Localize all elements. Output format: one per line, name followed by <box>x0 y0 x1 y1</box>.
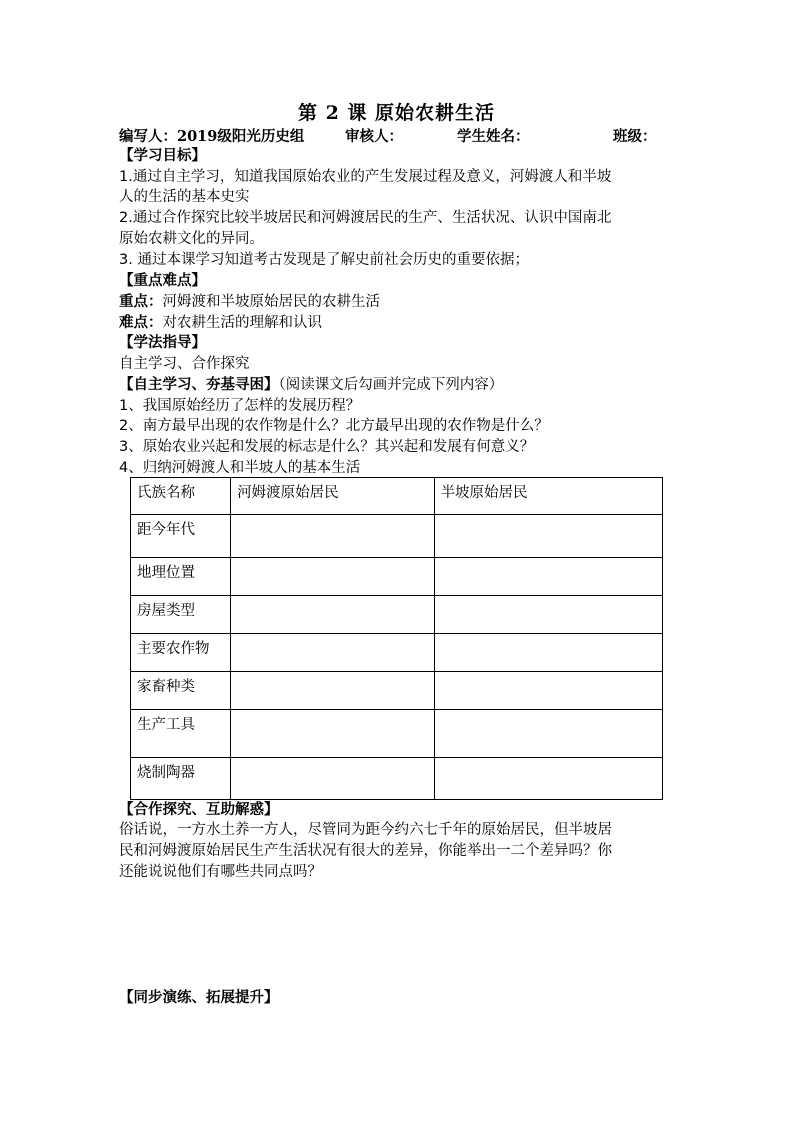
key-heading: 【重点难点】 <box>119 272 206 289</box>
goal-1-cont: 人的生活的基本史实 <box>119 189 250 205</box>
reviewer-label: 审核人： <box>345 128 403 145</box>
answer-cell[interactable] <box>231 672 434 710</box>
table-header-row <box>131 478 663 515</box>
row-label: 地理位置 <box>131 558 231 596</box>
question-1: 1、我国原始经历了怎样的发展历程？ <box>119 398 361 414</box>
answer-cell[interactable] <box>434 710 662 758</box>
coop-text-3: 还能说说他们有哪些共同点吗？ <box>119 864 322 880</box>
question-4: 4、归纳河姆渡人和半坡人的基本生活 <box>119 460 361 476</box>
answer-cell[interactable] <box>434 558 662 596</box>
answer-cell[interactable] <box>434 672 662 710</box>
goal-1: 1.通过自主学习，知道我国原始农业的产生发展过程及意义，河姆渡人和半坡 <box>119 169 612 185</box>
table-header-cell: 半坡原始居民 <box>434 478 662 515</box>
answer-cell[interactable] <box>434 515 662 558</box>
self-study-note: （阅读课文后勾画并完成下列内容） <box>278 377 504 393</box>
table-row <box>131 634 663 672</box>
answer-cell[interactable] <box>231 710 434 758</box>
author-label: 编写人：2019级阳光历史组 <box>119 128 305 145</box>
question-3: 3、原始农业兴起和发展的标志是什么？其兴起和发展有何意义？ <box>119 439 535 455</box>
difficulty-label: 难点： <box>119 315 163 331</box>
student-name-label: 学生姓名： <box>457 128 530 145</box>
goal-2-cont: 原始农耕文化的异同。 <box>119 231 264 247</box>
method-text: 自主学习、合作探究 <box>119 356 250 372</box>
row-label: 生产工具 <box>131 710 231 758</box>
answer-cell[interactable] <box>231 758 434 800</box>
difficulty-line <box>119 313 679 333</box>
answer-cell[interactable] <box>231 558 434 596</box>
coop-text-2: 民和河姆渡原始居民生产生活状况有很大的差异，你能举出一二个差异吗？你 <box>119 843 612 859</box>
page-title: 第 2 课 原始农耕生活 <box>297 102 496 124</box>
table-row <box>131 758 663 800</box>
difficulty-text: 对农耕生活的理解和认识 <box>162 315 322 331</box>
answer-cell[interactable] <box>231 634 434 672</box>
question-2: 2、南方最早出现的农作物是什么？北方最早出现的农作物是什么？ <box>119 418 549 434</box>
method-heading: 【学法指导】 <box>119 334 206 351</box>
comparison-table <box>130 477 663 800</box>
goal-2: 2.通过合作探究比较半坡居民和河姆渡居民的生产、生活状况、认识中国南北 <box>119 210 612 226</box>
answer-cell[interactable] <box>434 758 662 800</box>
self-study-heading: 【自主学习、夯基寻困】 <box>119 376 279 393</box>
answer-cell[interactable] <box>434 596 662 634</box>
table-header-cell: 氏族名称 <box>131 478 231 515</box>
focus-label: 重点： <box>119 294 163 310</box>
focus-text: 河姆渡和半坡原始居民的农耕生活 <box>162 294 380 310</box>
table-row <box>131 558 663 596</box>
table-header-cell: 河姆渡原始居民 <box>231 478 434 515</box>
class-label: 班级： <box>613 128 657 145</box>
table-row <box>131 710 663 758</box>
coop-text-1: 俗话说，一方水土养一方人，尽管同为距今约六七千年的原始居民，但半坡居 <box>119 822 612 838</box>
row-label: 家畜种类 <box>131 672 231 710</box>
table-row <box>131 515 663 558</box>
row-label: 主要农作物 <box>131 634 231 672</box>
row-label: 烧制陶器 <box>131 758 231 800</box>
row-label: 距今年代 <box>131 515 231 558</box>
answer-cell[interactable] <box>231 515 434 558</box>
meta-row <box>119 127 699 147</box>
self-study-line <box>119 375 679 395</box>
practice-heading: 【同步演练、拓展提升】 <box>119 989 279 1006</box>
coop-heading: 【合作探究、互助解惑】 <box>119 801 279 818</box>
goals-heading: 【学习目标】 <box>119 147 206 164</box>
table-row <box>131 596 663 634</box>
answer-cell[interactable] <box>434 634 662 672</box>
row-label: 房屋类型 <box>131 596 231 634</box>
answer-cell[interactable] <box>231 596 434 634</box>
focus-line <box>119 292 679 312</box>
table-row <box>131 672 663 710</box>
goal-3: 3. 通过本课学习知道考古发现是了解史前社会历史的重要依据； <box>119 252 529 268</box>
